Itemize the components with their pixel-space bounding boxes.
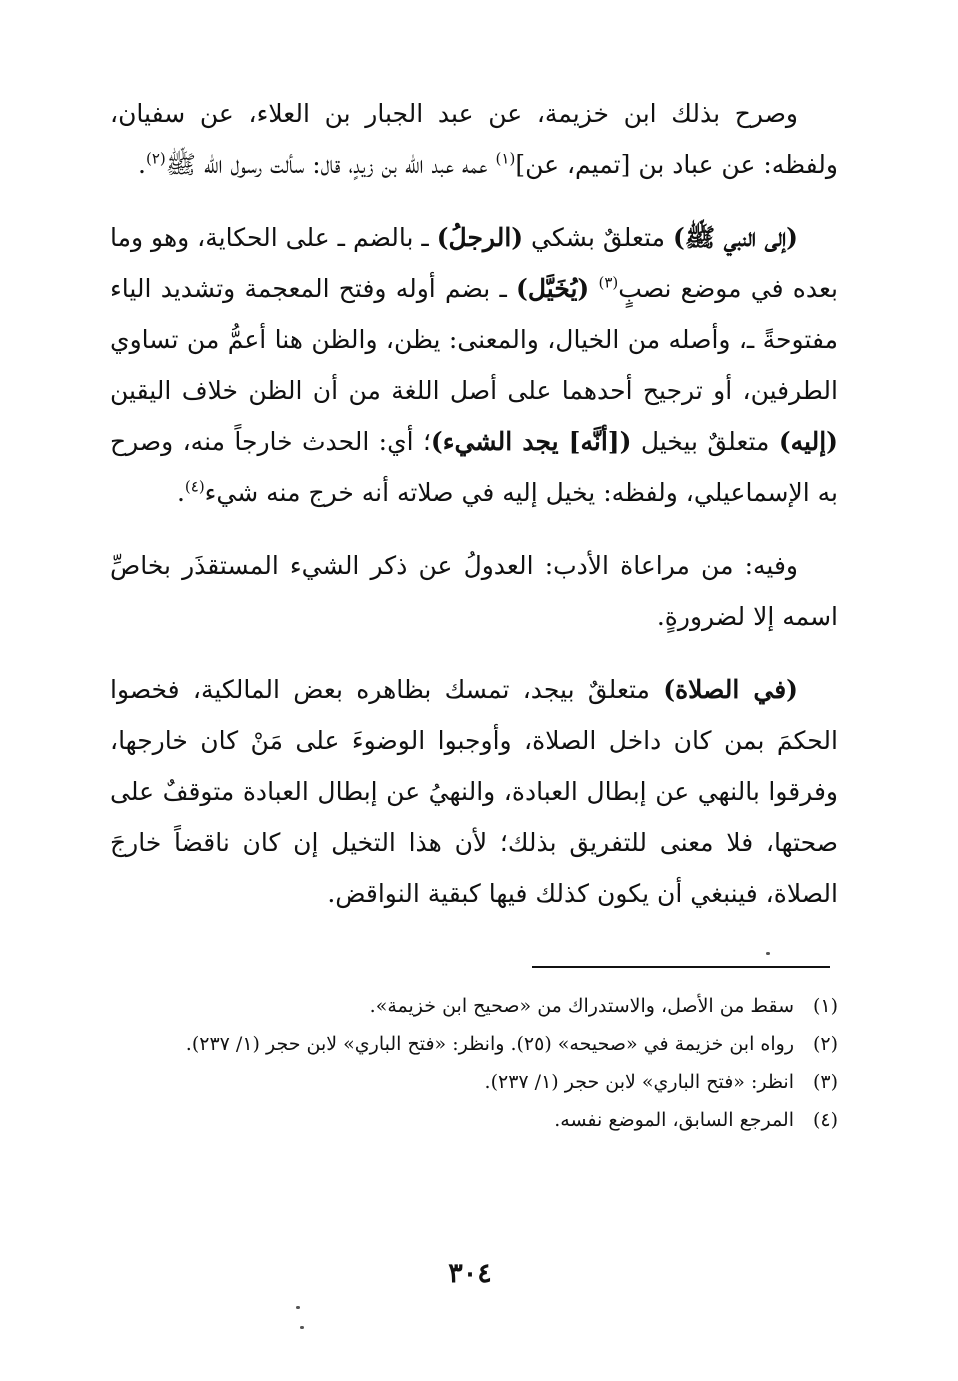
footnote-separator (532, 966, 830, 968)
footnote-2 (114, 1028, 838, 1061)
paragraph-2-text-6: ؛ أي: الحدث خارجاً منه، وصرح به الإسماعيلي، ولفظه: يخيل إليه في صلاته أنه خرج منه شيء (110, 427, 838, 507)
footnote-ref-3: (٣) (598, 273, 619, 292)
paragraph-2-text-1: متعلقٌ بشكي (523, 223, 673, 252)
paragraph-1-text-1: وصرح بذلك ابن خزيمة، عن عبد الجبار بن العلاء، عن سفيان، ولفظه: عن عباد بن [تميم، عن] (110, 99, 838, 179)
quoted-term-ilayh: (إليه) (778, 427, 838, 456)
page-number: ٣٠٤ (448, 1258, 492, 1289)
footnote-1 (114, 990, 838, 1023)
paragraph-1 (110, 88, 838, 190)
main-text (110, 88, 838, 919)
footnotes (114, 990, 838, 1142)
paragraph-3 (110, 540, 838, 642)
paragraph-3-text-1: وفيه: من مراعاة الأدب: العدولُ عن ذكر الشيء المستقذَر بخاصِّ اسمه إلا لضرورةٍ. (110, 551, 838, 631)
footnote-3 (114, 1066, 838, 1099)
quoted-term-alrajul: (الرجلُ) (436, 223, 524, 252)
paragraph-4 (110, 664, 838, 919)
paragraph-1-text-3: . (138, 150, 146, 179)
footnote-number: (٣) (812, 1071, 838, 1093)
paragraph-2-text-5: متعلقٌ بيخيل (631, 427, 779, 456)
quoted-term-fi-alsalah: (في الصلاة) (663, 675, 798, 704)
footnote-4 (114, 1104, 838, 1137)
footnote-text: سقط من الأصل، والاستدراك من «صحيح ابن خزيمة». (369, 995, 794, 1017)
paragraph-1-text-2: عمه عبد الله بن زيدٍ، قال: سألت رسول الله ﷺ (165, 150, 496, 179)
footnote-text: رواه ابن خزيمة في «صحيحه» (٢٥). وانظر: «فتح الباري» لابن حجر (١/ ٢٣٧). (185, 1033, 794, 1055)
paragraph-2-text-7: . (176, 478, 185, 507)
footnote-ref-4: (٤) (184, 477, 205, 496)
paragraph-2-text-2: ـ بالضم ـ على الحكاية، وهو وما بعده في موضع نصبٍ (110, 223, 838, 303)
footnote-ref-1: (١) (495, 149, 516, 168)
footnote-number: (٤) (812, 1109, 838, 1131)
quoted-term-annahu-yajid: ([أنَّه] يجد الشيء) (430, 427, 632, 456)
quoted-term-ila-alnabi: (إلى النبي ﷺ) (673, 223, 798, 252)
paragraph-2-text-4: ـ بضم أوله وفتح المعجمة وتشديد الياء مفتوحةً ـ، وأصله من الخيال، والمعنى: يظن، والظن هنا أعمُّ من تساوي الطرفين، أو ترجيح أحدهما على أصل اللغة من أن الظن خلاف اليقين (110, 274, 838, 405)
scan-speck (300, 1326, 304, 1329)
footnote-number: (١) (812, 995, 838, 1017)
footnote-text: المرجع السابق، الموضع نفسه. (554, 1109, 794, 1131)
footnote-text: انظر: «فتح الباري» لابن حجر (١/ ٢٣٧). (484, 1071, 794, 1093)
quoted-term-yukhayyal: (يُخَيَّل) (516, 274, 590, 303)
scan-speck (296, 1306, 300, 1309)
paragraph-2 (110, 212, 838, 518)
footnote-ref-2: (٢) (145, 149, 166, 168)
scan-speck (766, 952, 770, 955)
paragraph-4-text-1: متعلقٌ بيجد، تمسك بظاهره بعض المالكية، فخصوا الحكمَ بمن كان داخل الصلاة، وأوجبوا الوضوءَ على مَنْ كان خارجها، وفرقوا بالنهي عن إبطال العبادة، والنهيُ عن إبطال العبادة متوقفٌ على صحتها، فلا معنى للتفريق بذلك؛ لأن هذا التخيل إن كان ناقضاً خارجَ الصلاة، فينبغي أن يكون كذلك فيها كبقية النواقض. (110, 675, 838, 908)
footnote-number: (٢) (812, 1033, 838, 1055)
